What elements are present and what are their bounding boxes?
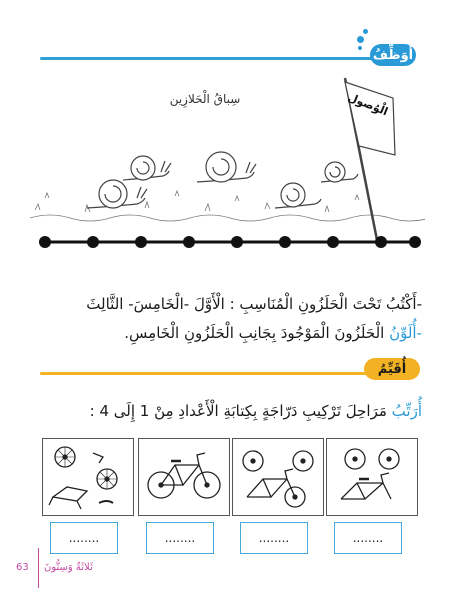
snail-3: [197, 152, 256, 182]
footer-divider: [38, 548, 39, 588]
bike-card-complete: [138, 438, 230, 516]
page-number-words: ثَلاثَةٌ وَسِتُّونَ: [44, 562, 93, 573]
decor-dot: [363, 29, 368, 34]
answer-box-4[interactable]: ........: [334, 522, 402, 554]
bike-frame-parts-icon: [327, 439, 417, 515]
snail-5: [275, 183, 321, 208]
bike-partial-icon: [233, 439, 323, 515]
instruction-color: [22, 322, 422, 344]
instruction-color-text: الْحَلَزُونَ الْمَوْجُودَ بِجَانِبِ الْحَلَزُونِ الْخَامِسِ.: [124, 324, 390, 342]
snail-4: [321, 162, 358, 182]
snail-1: [87, 180, 147, 208]
snail-2: [123, 156, 171, 180]
bike-complete-icon: [139, 439, 229, 515]
instruction-write: [22, 293, 422, 315]
task-text: مَرَاحِلَ تَرْكِيبِ دَرّاجَةٍ بِكِتابَةِ الْأَعْدادِ مِنْ 1 إِلَى 4 :: [89, 402, 392, 420]
section-divider-yellow: [40, 372, 385, 375]
task-instruction: [22, 400, 422, 422]
bike-card-partial: [232, 438, 324, 516]
instruction-color-verb: -أُلَوِّنُ: [389, 324, 422, 342]
section-divider-blue: [40, 57, 385, 60]
bike-card-parts-1: [42, 438, 134, 516]
finish-flag-label: الْوُصول: [346, 90, 390, 119]
bike-parts-icon: [43, 439, 133, 515]
decor-dot: [358, 46, 362, 50]
race-number-line: [39, 236, 421, 248]
bike-card-parts-2: [326, 438, 418, 516]
section-tag-evaluate: أُقَيِّمُ: [364, 358, 420, 380]
section-tag-apply: أُوَظِّفُ: [370, 44, 416, 66]
instruction-write-text: -أَكْتُبُ تَحْتَ الْحَلَزُونِ الْمُنَاسِبِ : الْأَوَّلَ -الْخَامِسَ- الثَّالِثَ: [86, 295, 422, 313]
answer-box-2[interactable]: ........: [146, 522, 214, 554]
page-number: 63: [16, 562, 29, 573]
task-verb: أُرَتِّبُ: [391, 402, 422, 420]
decor-dot: [357, 36, 364, 43]
answer-box-1[interactable]: ........: [50, 522, 118, 554]
race-title: سِباقُ الْحَلازِين: [169, 92, 241, 106]
answer-box-3[interactable]: ........: [240, 522, 308, 554]
